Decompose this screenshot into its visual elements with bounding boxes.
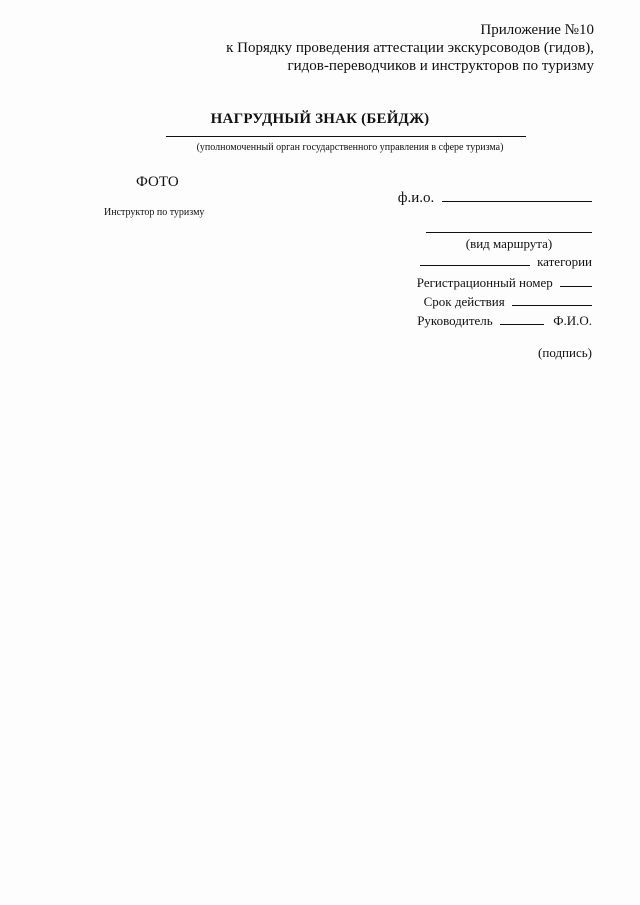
fio-label: ф.и.о. bbox=[397, 190, 435, 206]
category-field bbox=[420, 254, 592, 270]
route-caption: (вид маршрута) bbox=[465, 236, 553, 251]
category-label: категории bbox=[537, 254, 592, 269]
head-fio-label: Ф.И.О. bbox=[553, 313, 592, 328]
role-text: Инструктор по туризму bbox=[104, 207, 205, 218]
head-signature-blank-line bbox=[500, 324, 544, 325]
document-title: НАГРУДНЫЙ ЗНАК (БЕЙДЖ) bbox=[210, 111, 430, 127]
photo-label: ФОТО bbox=[136, 174, 179, 190]
head-label: Руководитель bbox=[417, 313, 493, 328]
fio-field bbox=[398, 190, 592, 207]
reg-number-blank-line bbox=[560, 286, 592, 287]
reg-number-field bbox=[417, 275, 592, 291]
appendix-number: Приложение №10 bbox=[480, 22, 594, 38]
validity-field bbox=[424, 294, 592, 310]
signature-caption: (подпись) bbox=[538, 345, 592, 360]
validity-blank-line bbox=[512, 305, 592, 306]
route-blank-line bbox=[426, 232, 592, 233]
appendix-reference-line2: гидов-переводчиков и инструкторов по туризму bbox=[287, 58, 594, 74]
fio-blank-line bbox=[442, 201, 592, 202]
authority-caption: (уполномоченный орган государственного управления в сфере туризма) bbox=[196, 142, 504, 153]
head-field bbox=[417, 313, 592, 329]
authority-blank-line bbox=[166, 136, 526, 137]
reg-number-label: Регистрационный номер bbox=[416, 275, 553, 290]
validity-label: Срок действия bbox=[423, 294, 505, 309]
category-blank-line bbox=[420, 265, 530, 266]
appendix-reference-line1: к Порядку проведения аттестации экскурсоводов (гидов), bbox=[226, 40, 594, 56]
